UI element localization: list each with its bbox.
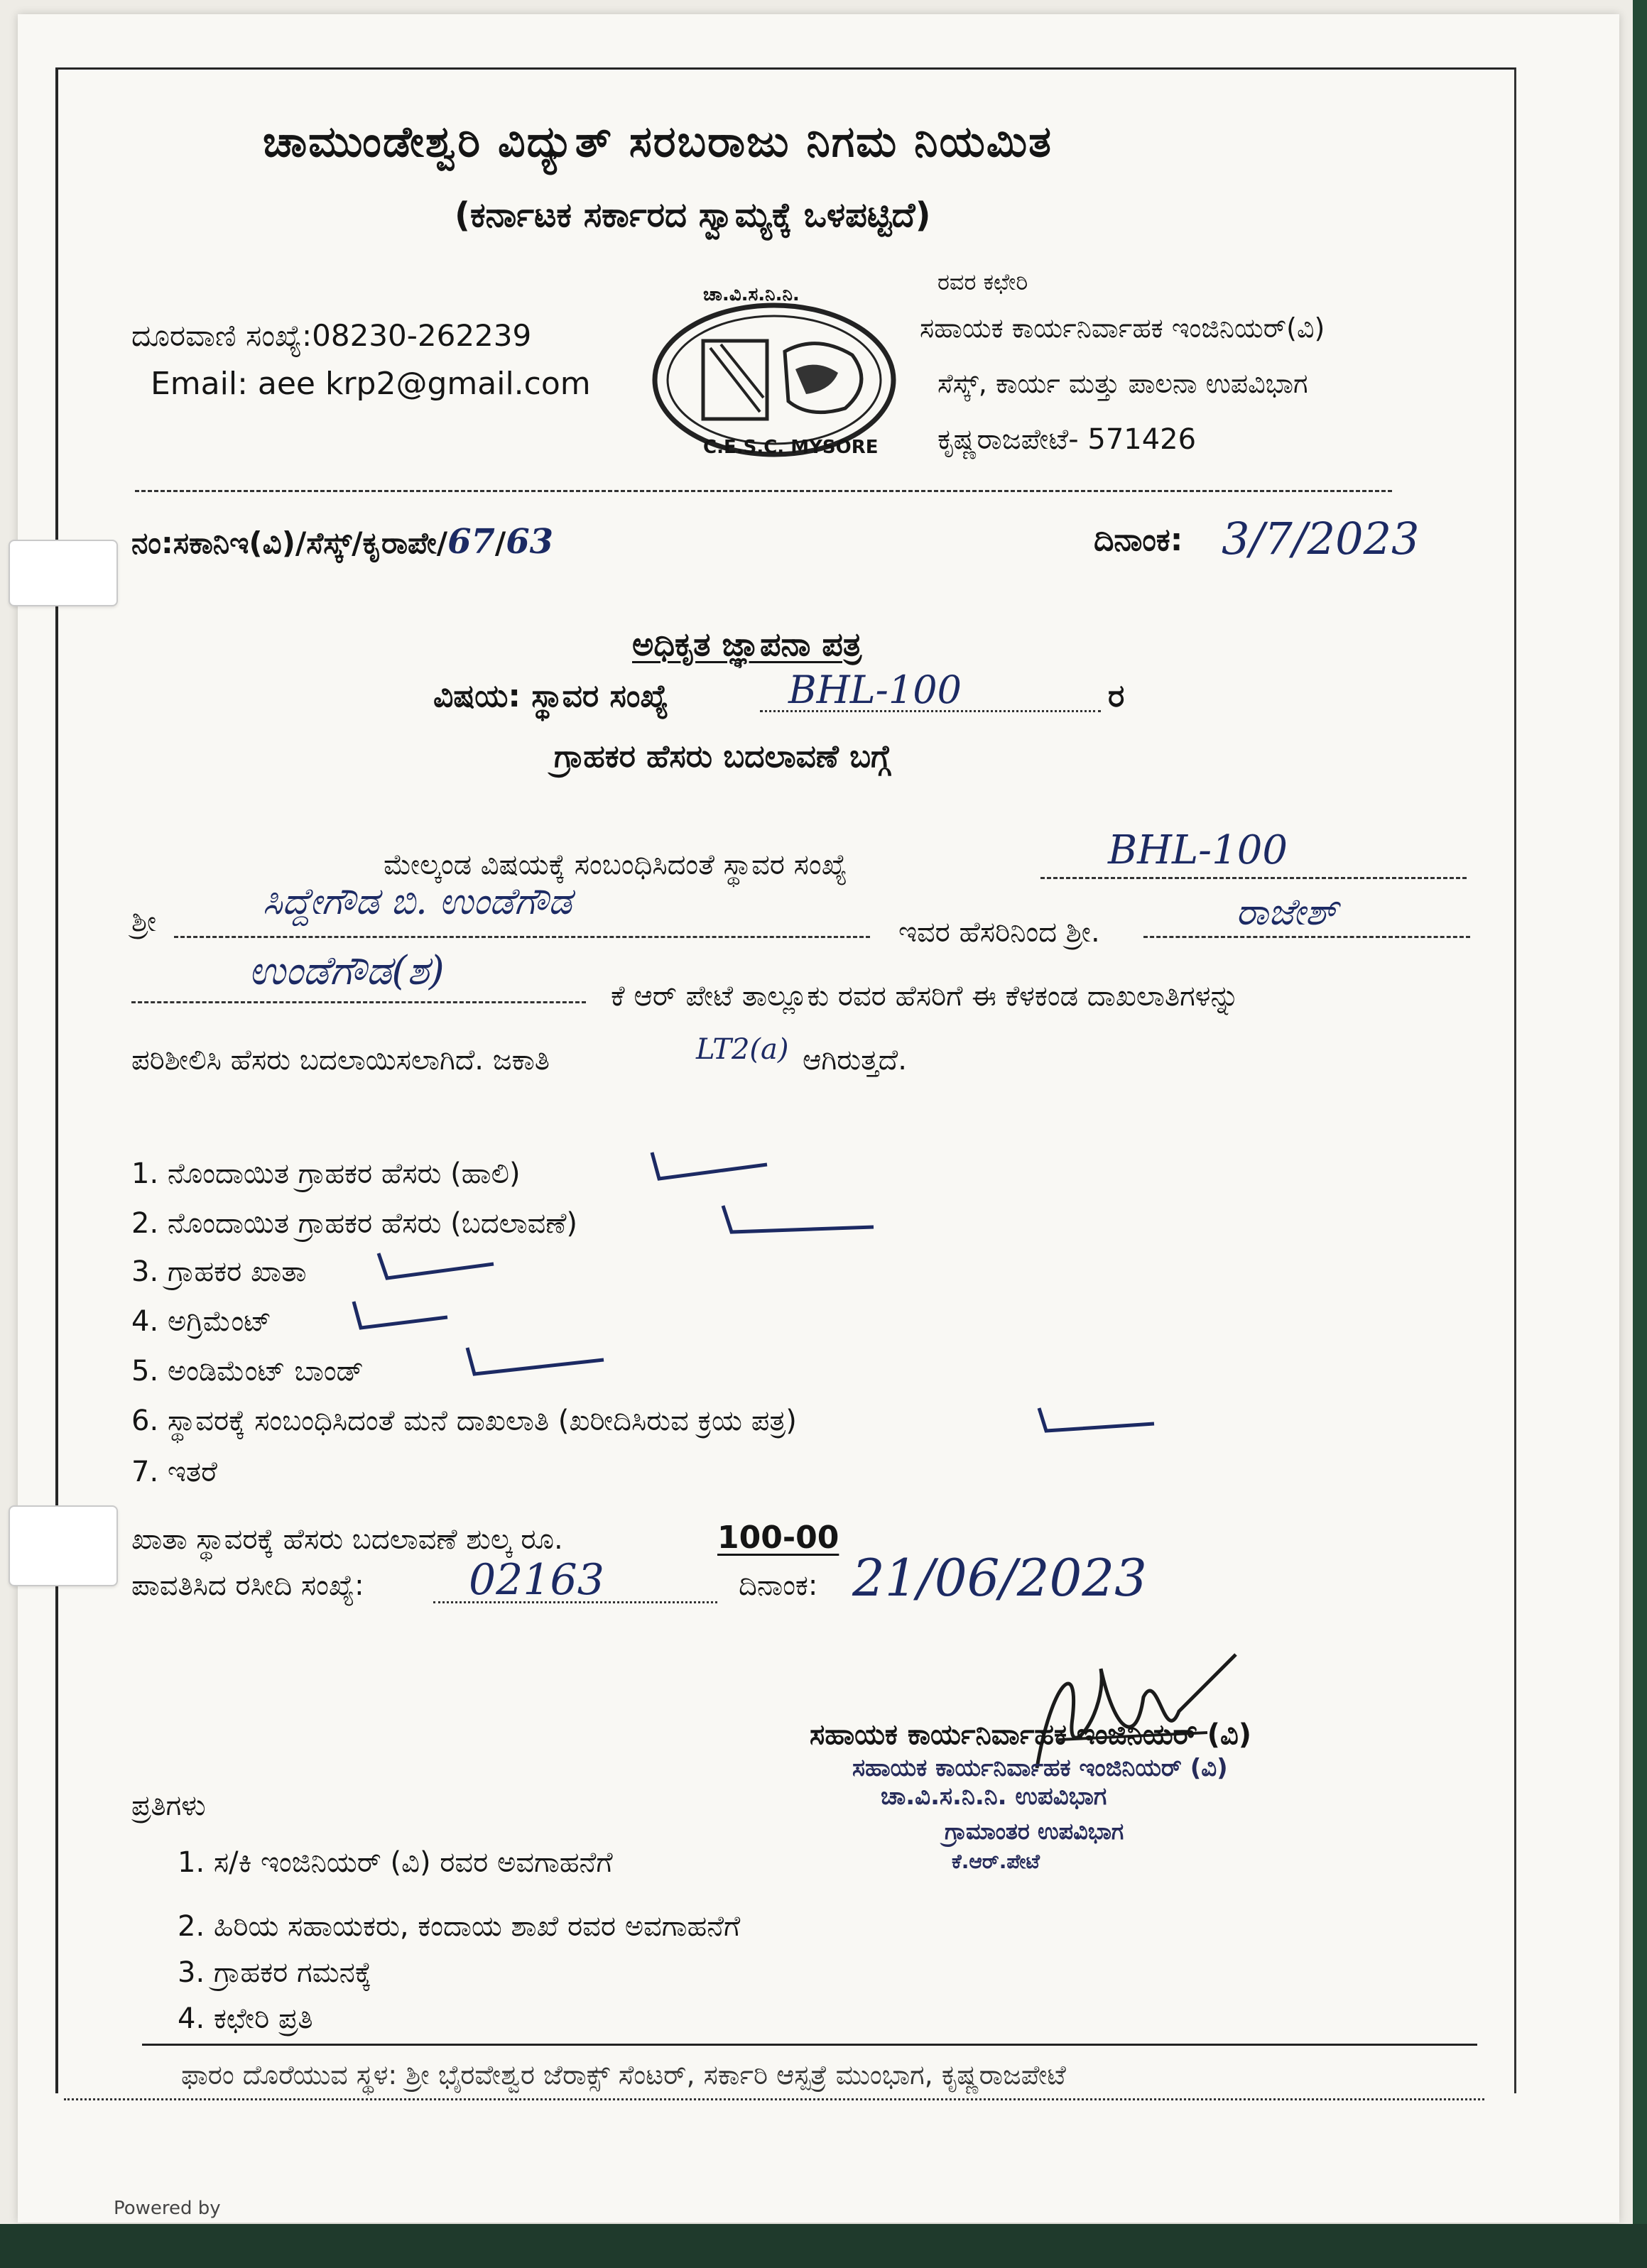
tariff-value: LT2(a) [696,1033,789,1066]
office-line-2: ಸಹಾಯಕ ಕಾರ್ಯನಿರ್ವಾಹಕ ಇಂಜಿನಿಯರ್(ವಿ) [920,312,1325,344]
document-item-2: 2. ನೊಂದಾಯಿತ ಗ್ರಾಹಕರ ಹೆಸರು (ಬದಲಾವಣೆ) [131,1207,578,1240]
document-item-3: 3. ಗ್ರಾಹಕರ ಖಾತಾ [131,1255,307,1288]
copy-item-4: 4. ಕಛೇರಿ ಪ್ರತಿ [178,2002,313,2035]
document-item-5: 5. ಅಂಡಿಮೆಂಟ್ ಬಾಂಡ್ [131,1355,364,1387]
scanner-watermark: Powered by [114,2198,221,2219]
office-line-1: ರವರ ಕಛೇರಿ [937,268,1028,295]
receipt-date-label: ದಿನಾಂಕ: [739,1569,818,1602]
header-divider [135,490,1392,492]
document-item-4: 4. ಅಗ್ರಿಮೆಂಟ್ [131,1305,272,1338]
check-mark-4 [348,1296,455,1339]
stamp-line-4: ಕೆ.ಆರ್.ಪೇಟೆ [952,1850,1040,1873]
body-text-1: ಮೇಲ್ಕಂಡ ವಿಷಯಕ್ಕೆ ಸಂಬಂಧಿಸಿದಂತೆ ಸ್ಥಾವರ ಸಂಖ್ಯೆ [384,849,847,881]
copy-item-2: 2. ಹಿರಿಯ ಸಹಾಯಕರು, ಕಂದಾಯ ಶಾಖೆ ರವರ ಅವಗಾಹನೆಗೆ [178,1910,741,1943]
org-subtitle: (ಕರ್ನಾಟಕ ಸರ್ಕಾರದ ಸ್ವಾಮ್ಯಕ್ಕೆ ಒಳಪಟ್ಟಿದೆ) [455,195,931,235]
receipt-label: ಪಾವತಿಸಿದ ರಸೀದಿ ಸಂಖ್ಯೆ: [131,1569,364,1602]
reference-tail: 63 [506,522,553,562]
copy-item-1: 1. ಸ/ಕಿ ಇಂಜಿನಿಯರ್ (ವಿ) ರವರ ಅವಗಾಹನೆಗೆ [178,1846,613,1879]
body-mid-text: ಇವರ ಹೆಸರಿನಿಂದ ಶ್ರೀ. [898,916,1100,949]
memo-title: ಅಧಿಕೃತ ಜ್ಞಾಪನಾ ಪತ್ರ [632,625,862,663]
date-value: 3/7/2023 [1222,513,1420,565]
sri-label-1: ಶ್ರೀ [131,905,157,938]
office-line-4: ಕೃಷ್ಣರಾಜಪೇಟೆ- 571426 [937,423,1197,456]
body-text-4: ಪರಿಶೀಲಿಸಿ ಹೆಸರು ಬದಲಾಯಿಸಲಾಗಿದೆ. ಜಕಾತಿ [131,1044,550,1076]
subject-label: ವಿಷಯ: ಸ್ಥಾವರ ಸಂಖ್ಯೆ [433,678,669,714]
reference-hand: 67 [447,522,495,562]
copy-item-3: 3. ಗ್ರಾಹಕರ ಗಮನಕ್ಕೆ [178,1956,372,1989]
stamp-line-3: ಗ್ರಾಮಾಂತರ ಉಪವಿಭಾಗ [945,1818,1124,1845]
footer-divider [142,2044,1477,2046]
check-mark-5 [462,1342,611,1385]
fill-line-3 [1143,936,1470,938]
reference-prefix: ನಂ:ಸಕಾನಿಇ(ವಿ)/ಸೆಸ್ಕ್/ಕೃರಾಪೇ/ [131,525,448,560]
document-item-6: 6. ಸ್ಥಾವರಕ್ಕೆ ಸಂಬಂಧಿಸಿದಂತೆ ಮನೆ ದಾಖಲಾತಿ (ಖರೀದಿಸಿರುವ ಕ್ರಯ ಪತ್ರ) [131,1405,797,1437]
subject-fill-line [760,710,1101,712]
org-name: ಚಾಮುಂಡೇಶ್ವರಿ ವಿದ್ಯುತ್ ಸರಬರಾಜು ನಿಗಮ ನಿಯಮಿತ [263,117,1053,167]
stamp-line-1: ಸಹಾಯಕ ಕಾರ್ಯನಿರ್ವಾಹಕ ಇಂಜಿನಿಯರ್ (ವಿ) [852,1754,1228,1782]
copies-heading: ಪ್ರತಿಗಳು [131,1789,206,1822]
body-text-3: ಕೆ ಆರ್ ಪೇಟೆ ತಾಲ್ಲೂಕು ರವರ ಹೆಸರಿಗೆ ಈ ಕೆಳಕಂಡ ದಾಖಲಾತಿಗಳನ್ನು [611,980,1239,1013]
receipt-date: 21/06/2023 [852,1548,1147,1608]
reference-number [131,522,553,562]
subject-line-2: ಗ್ರಾಹಕರ ಹೆಸರು ಬದಲಾವಣೆ ಬಗ್ಗೆ [554,738,891,775]
receipt-number: 02163 [469,1555,604,1605]
fill-line-1 [1040,877,1467,879]
to-name-1: ರಾಜೇಶ್ [1236,891,1338,934]
check-mark-3 [373,1246,501,1289]
check-mark-2 [717,1200,881,1243]
logo-text-bottom: C.E.S.C. MYSORE [703,437,879,458]
subject-suffix: ರ [1108,678,1125,714]
binder-clip-top [9,540,118,606]
stamp-line-2: ಚಾ.ವಿ.ಸ.ನಿ.ನಿ. ಉಪವಿಭಾಗ [881,1782,1107,1811]
from-name: ಸಿದ್ದೇಗೌಡ ಬಿ. ಉಂಡೆಗೌಡ [263,881,572,923]
fill-line-4 [131,1001,586,1003]
logo-text-top: ಚಾ.ವಿ.ಸ.ನಿ.ನಿ. [703,284,800,305]
date-label: ದಿನಾಂಕ: [1094,522,1183,558]
binder-clip-bottom [9,1505,118,1586]
to-name-2: ಉಂಡೆಗೌಡ(ಶ) [249,948,445,994]
background-strip [1633,0,1647,2268]
phone-number: ದೂರವಾಣಿ ಸಂಖ್ಯೆ:08230-262239 [131,318,532,353]
document-item-7: 7. ಇತರೆ [131,1456,217,1488]
fee-amount: 100-00 [717,1520,839,1556]
subject-value: BHL-100 [788,667,962,712]
body-text-4-tail: ಆಗಿರುತ್ತದೆ. [803,1044,907,1076]
email-address: Email: aee krp2@gmail.com [151,366,591,402]
body-plant-number: BHL-100 [1108,827,1288,873]
check-mark-1 [646,1147,774,1189]
document-item-1: 1. ನೊಂದಾಯಿತ ಗ್ರಾಹಕರ ಹೆಸರು (ಹಾಲಿ) [131,1157,521,1190]
check-mark-6 [1033,1402,1161,1445]
fee-label: ಖಾತಾ ಸ್ಥಾವರಕ್ಕೆ ಹೆಸರು ಬದಲಾವಣೆ ಶುಲ್ಕ ರೂ. [131,1523,563,1556]
reference-sep: / [494,525,506,560]
footer-text: ಫಾರಂ ದೊರೆಯುವ ಸ್ಥಳ: ಶ್ರೀ ಭೈರವೇಶ್ವರ ಜೆರಾಕ್ಸ್ ಸೆಂಟರ್, ಸರ್ಕಾರಿ ಆಸ್ಪತ್ರೆ ಮುಂಭಾಗ, ಕೃಷ್ಣರಾಜಪೇಟೆ [181,2059,1066,2090]
office-line-3: ಸೆಸ್ಕ್, ಕಾರ್ಯ ಮತ್ತು ಪಾಲನಾ ಉಪವಿಭಾಗ [937,368,1308,399]
fill-line-2 [174,936,870,938]
footer-bottom-line [64,2098,1484,2100]
bottom-background [0,2224,1647,2268]
signatory-designation: ಸಹಾಯಕ ಕಾರ್ಯನಿರ್ವಾಹಕ ಇಂಜಿನಿಯರ್ (ವಿ) [810,1718,1252,1751]
